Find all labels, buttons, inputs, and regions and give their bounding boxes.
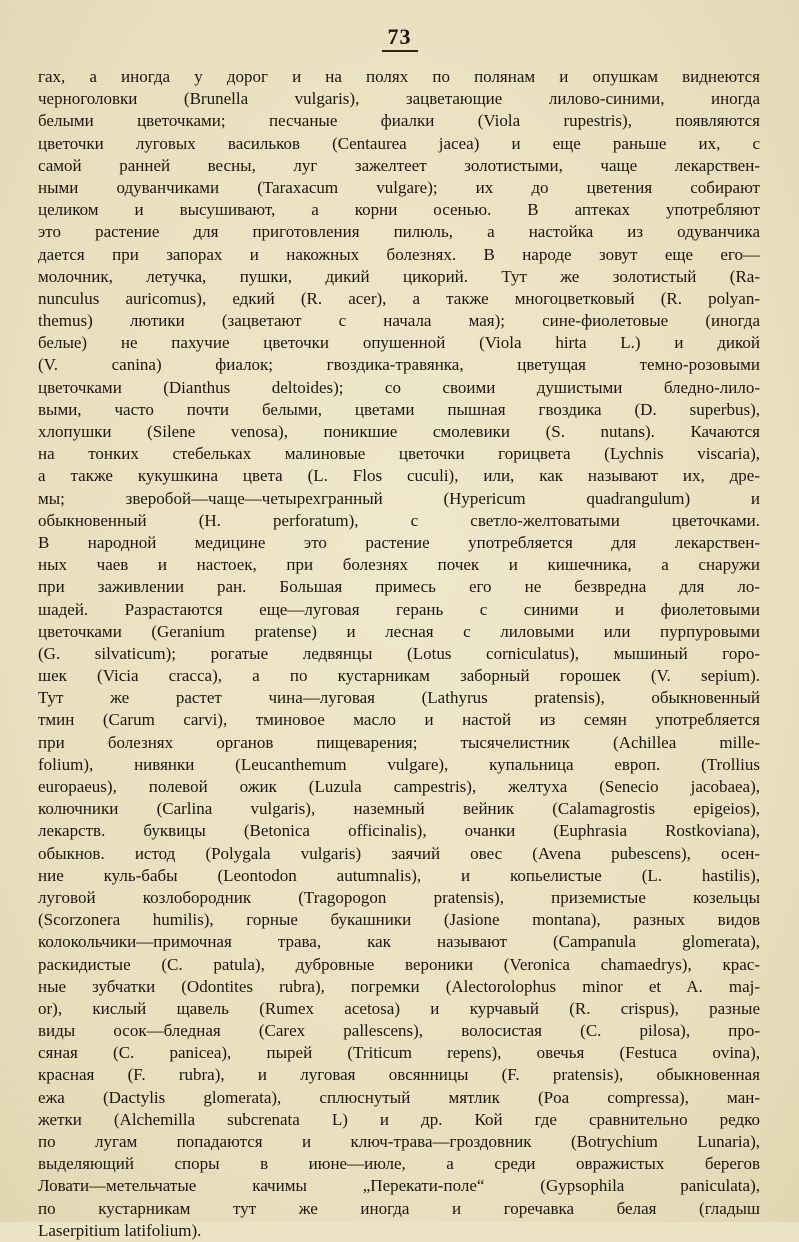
text-line: раскидистые (C. patula), дубровные вероники (Veronica chamaedrys), крас- <box>38 954 760 974</box>
text-line: это растение для приготовления пилюль, а настойка из одуванчика <box>38 222 760 242</box>
text-line: по кустарникам тут же иногда и горечавка белая (гладыш <box>38 1198 760 1218</box>
text-line: при болезнях органов пищеварения; тысячелистник (Achillea mille- <box>38 732 760 752</box>
text-line: обыкновенный (H. perforatum), с светло-желтоватыми цветочками. <box>38 510 760 530</box>
text-line: на тонких стебельках малиновые цветочки горицвета (Lychnis viscaria), <box>38 444 760 464</box>
text-line: ние куль-бабы (Leontodon autumnalis), и копьелистые (L. hastilis), <box>38 865 760 885</box>
text-line: дается при запорах и накожных болезнях. В народе зовут еще его— <box>38 244 760 264</box>
text-line: целиком и высушивают, а корни осенью. В аптеках употребляют <box>38 200 760 220</box>
text-line: выми, часто почти белыми, цветами пышная гвоздика (D. superbus), <box>38 399 760 419</box>
text-line: жетки (Alchemilla subcrenata L) и др. Кой где сравнительно редко <box>38 1109 760 1129</box>
text-line: белые) не пахучие цветочки опушенной (Viola hirta L.) и дикой <box>38 333 760 353</box>
text-line: по лугам попадаются и ключ-трава—гроздовник (Botrychium Lunaria), <box>38 1132 760 1151</box>
text-line: europaeus), полевой ожик (Luzula campestris), желтуха (Senecio jacobaea), <box>38 777 760 796</box>
text-line: (Scorzonera humilis), горные букашники (Jasione montana), разных видов <box>38 910 760 930</box>
text-line: самой ранней весны, луг зажелтеет золотистыми, чаще лекарствен- <box>38 155 760 175</box>
text-line: ных чаев и настоек, при болезнях почек и кишечника, а снаружи <box>38 555 760 575</box>
text-line: Laserpitium latifolium). <box>38 1220 202 1240</box>
text-line: Тут же растет чина—луговая (Lathyrus pratensis), обыкновенный <box>38 688 760 708</box>
text-line: белыми цветочками; песчаные фиалки (Viola rupestris), появляются <box>38 111 760 131</box>
text-line: а также кукушкина цвета (L. Flos cuculi), или, как называют их, дре- <box>38 466 760 486</box>
text-line: черноголовки (Brunella vulgaris), зацветающие лилово-синими, иногда <box>38 89 760 109</box>
text-line: ными одуванчиками (Taraxacum vulgare); их до цветения собирают <box>38 177 760 197</box>
text-line: колокольчики—примочная трава, как называют (Campanula glomerata), <box>38 932 760 952</box>
text-line: красная (F. rubra), и луговая овсянницы (F. pratensis), обыкновенная <box>38 1065 760 1085</box>
text-line: лекарств. буквицы (Betonica officinalis), очанки (Euphrasia Rostkoviana), <box>38 821 760 841</box>
text-line: обыкнов. истод (Polygala vulgaris) заячий овес (Avena pubescens), осен- <box>38 843 760 863</box>
text-line: or), кислый щавель (Rumex acetosa) и курчавый (R. crispus), разные <box>38 998 760 1018</box>
text-line: ежа (Dactylis glomerata), сплюснутый мятлик (Poa compressa), ман- <box>38 1087 760 1107</box>
text-line: хлопушки (Silene venosa), поникшие смолевики (S. nutans). Качаются <box>38 422 760 441</box>
text-line: ные зубчатки (Odontites rubra), погремки (Alectorolophus minor et A. maj- <box>38 976 760 996</box>
page-number: 73 <box>0 24 799 50</box>
text-line: сяная (C. panicea), пырей (Triticum repens), овечья (Festuca ovina), <box>38 1043 760 1063</box>
text-line: молочник, летучка, пушки, дикий цикорий. Тут же золотистый (Ra- <box>38 266 760 286</box>
text-line: шадей. Разрастаются еще—луговая герань с синими и фиолетовыми <box>38 599 760 619</box>
text-line: при заживлении ран. Большая примесь его не безвредна для ло- <box>38 577 760 597</box>
text-line: (G. silvaticum); рогатые ледвянцы (Lotus corniculatus), мышиный горо- <box>38 643 760 663</box>
text-line: тмин (Carum carvi), тминовое масло и настой из семян употребляется <box>38 710 760 730</box>
text-line: мы; зверобой—чаще—четырехгранный (Hypericum quadrangulum) и <box>38 488 760 508</box>
text-line: шек (Vicia cracca), а по кустарникам заборный горошек (V. sepium). <box>38 666 760 686</box>
text-line: луговой козлобородник (Tragopogon pratensis), приземистые козельцы <box>38 887 760 907</box>
text-line: nunculus auricomus), едкий (R. acer), а также многоцветковый (R. polyan- <box>38 288 760 308</box>
text-line: В народной медицине это растение употребляется для лекарствен- <box>38 532 760 552</box>
text-line: виды осок—бледная (Carex pallescens), волосистая (C. pilosa), про- <box>38 1021 760 1041</box>
text-line: (V. canina) фиалок; гвоздика-травянка, цветущая темно-розовыми <box>38 355 760 375</box>
text-line: гах, а иногда у дорог и на полях по полянам и опушкам виднеются <box>38 67 760 86</box>
text-line: цветочки луговых васильков (Centaurea jacea) и еще раньше их, с <box>38 133 760 153</box>
text-line: Ловати—метельчатые качимы „Перекати-поле“ (Gypsophila paniculata), <box>38 1176 760 1196</box>
text-line: themus) лютики (зацветают с начала мая); сине-фиолетовые (иногда <box>38 311 760 331</box>
text-line: цветочками (Dianthus deltoides); со своими душистыми бледно-лило- <box>38 377 760 397</box>
body-text <box>38 66 760 1242</box>
text-line: цветочками (Geranium pratense) и лесная с лиловыми или пурпуровыми <box>38 621 760 641</box>
text-line: выделяющий споры в июне—июле, а среди овражистых берегов <box>38 1154 760 1174</box>
text-line: folium), нивянки (Leucanthemum vulgare), купальница европ. (Trollius <box>38 754 760 774</box>
text-line: колючники (Carlina vulgaris), наземный вейник (Calamagrostis epigeios), <box>38 799 760 819</box>
